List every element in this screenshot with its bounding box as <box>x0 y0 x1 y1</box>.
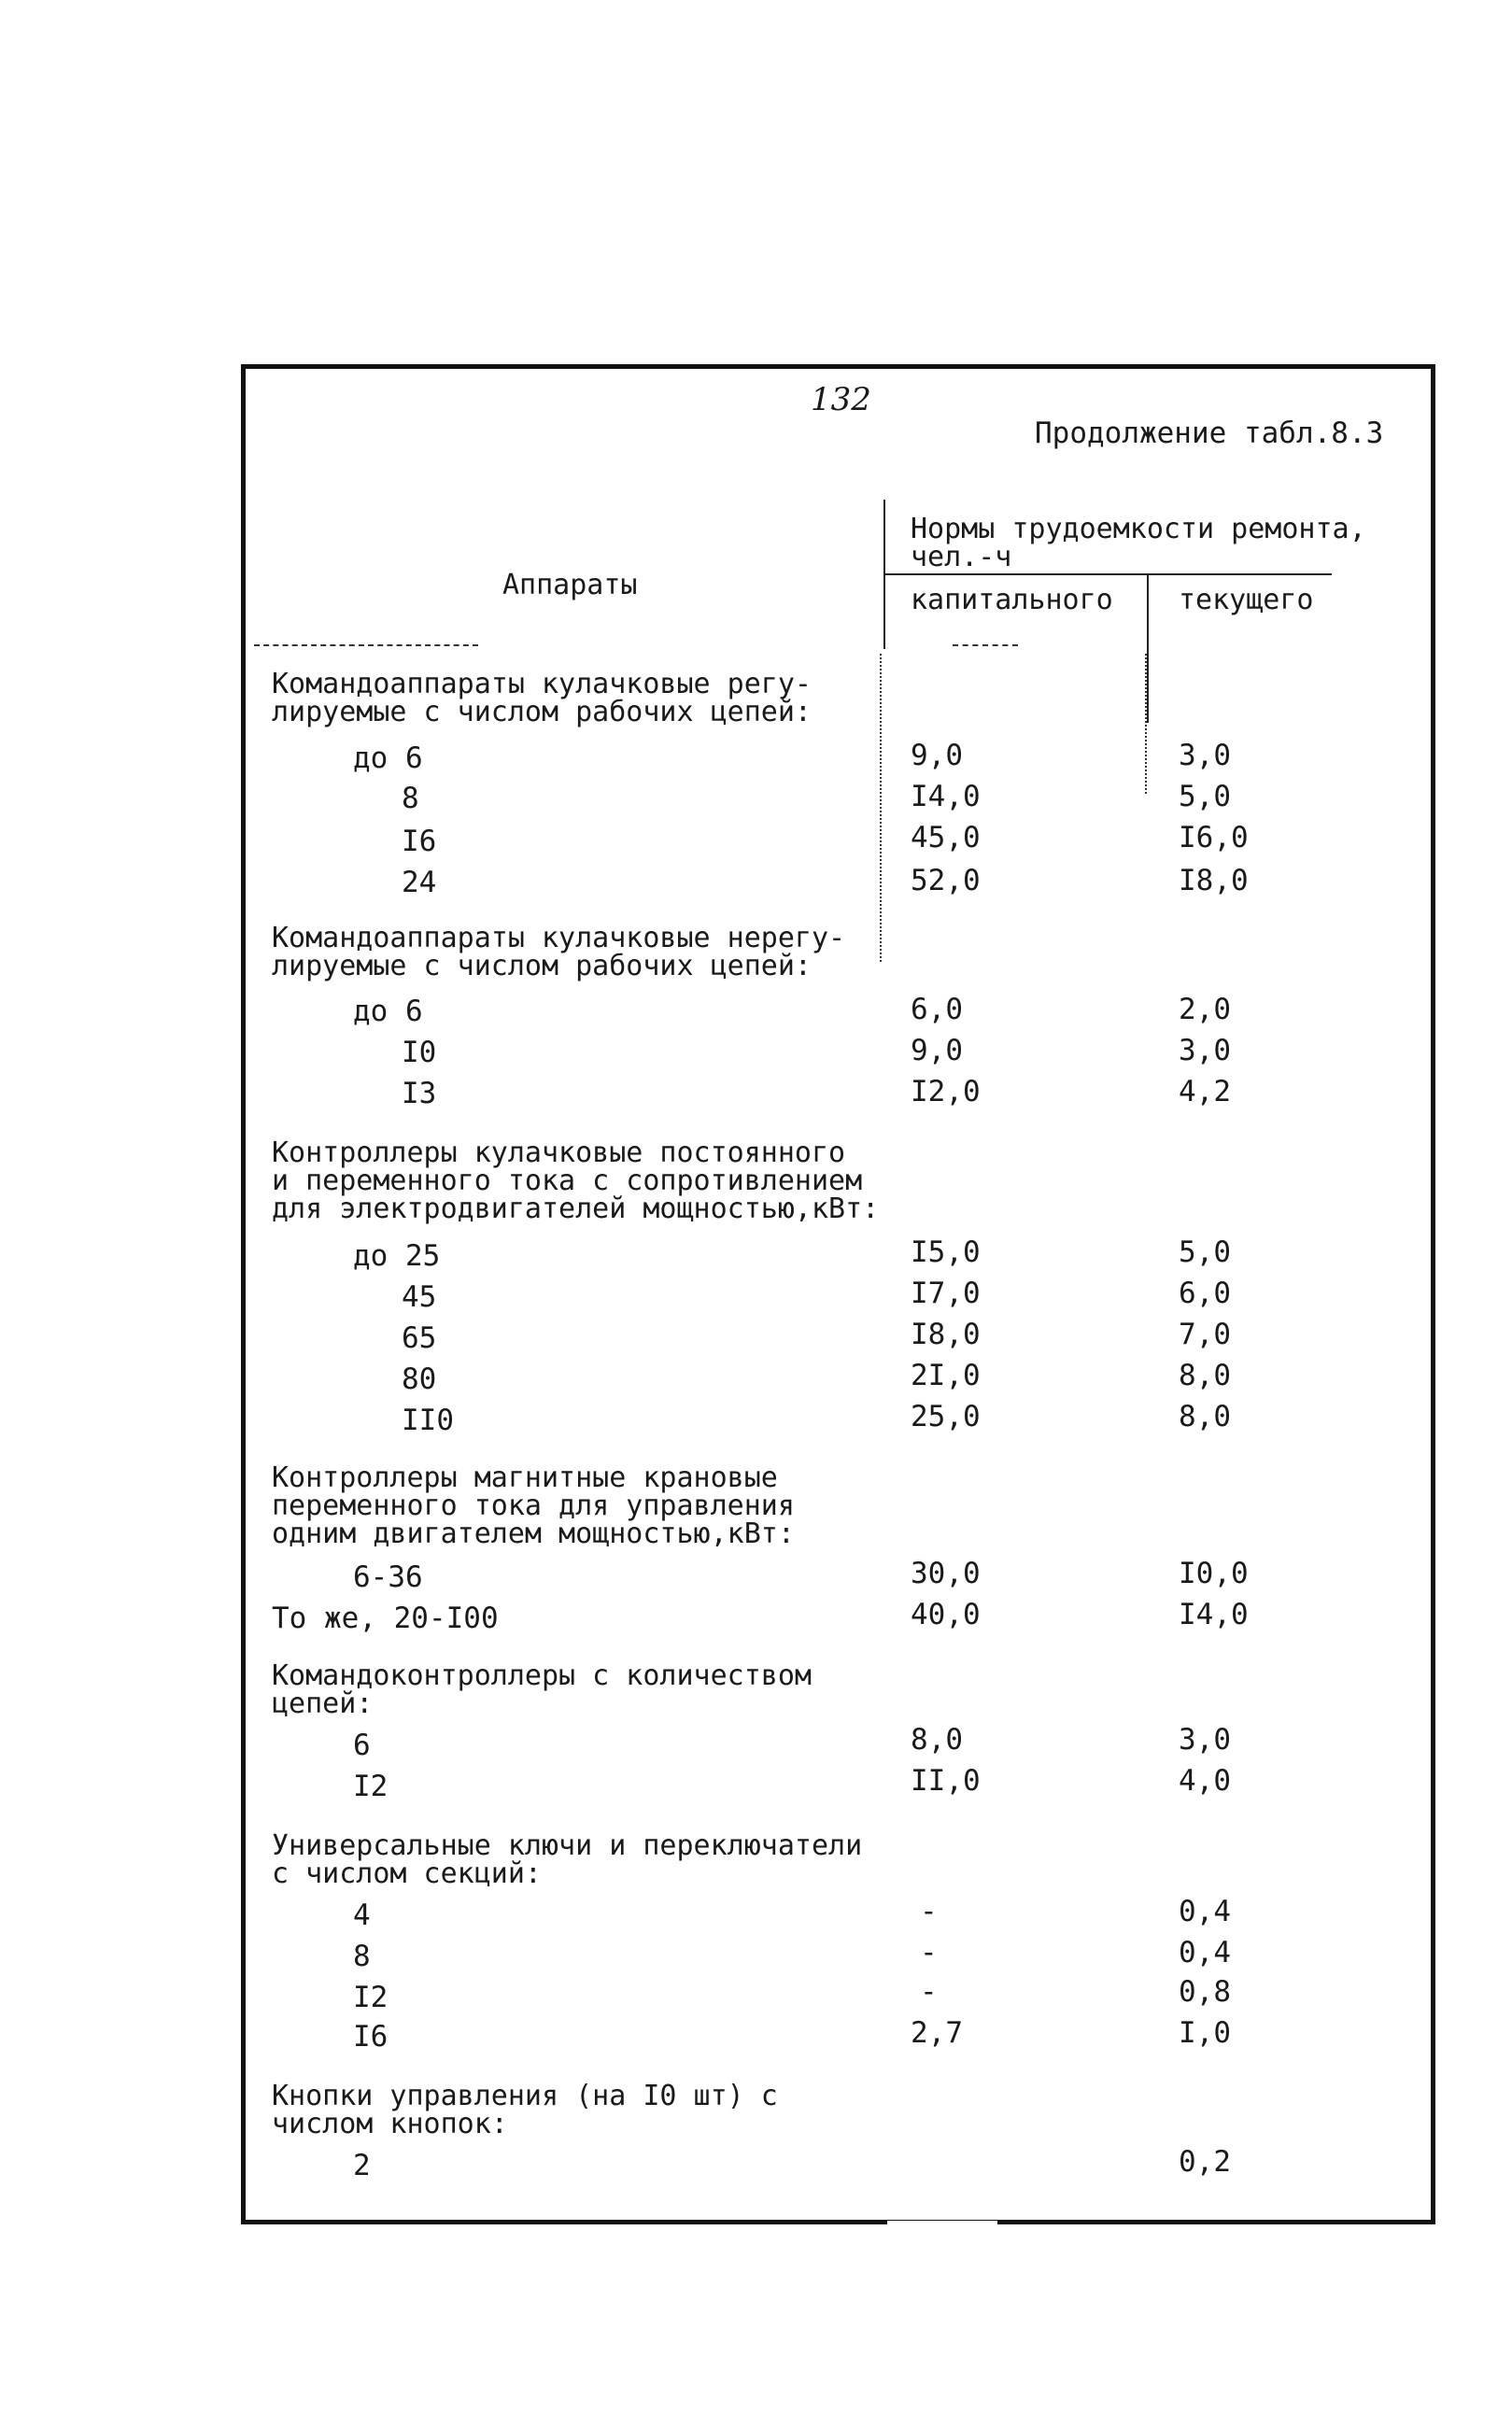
row-current: 2,0 <box>1179 993 1231 1026</box>
row-label: 24 <box>402 866 437 899</box>
header-bottom-rule-2 <box>953 644 1018 646</box>
row-current: I4,0 <box>1179 1598 1249 1631</box>
row-capital: 8,0 <box>911 1723 963 1757</box>
row-current: I,0 <box>1179 2016 1231 2050</box>
row-label: I2 <box>353 1981 389 2014</box>
row-capital: 9,0 <box>911 1034 963 1067</box>
capital-column-header: капитального <box>911 584 1113 616</box>
row-capital: 45,0 <box>911 821 981 854</box>
header-divider-sub <box>1147 573 1149 723</box>
norms-unit-header: чел.-ч <box>911 541 1012 573</box>
header-bottom-rule <box>254 644 478 646</box>
row-current: I0,0 <box>1179 1557 1249 1590</box>
row-current: 0,8 <box>1179 1975 1231 2009</box>
row-capital: I2,0 <box>911 1075 981 1108</box>
row-label: II0 <box>402 1404 454 1437</box>
group-title: Контроллеры кулачковые постоянного и переменного тока с сопротивлением для электродвигателей мощностью,кВт: <box>272 1136 880 1225</box>
row-current: 5,0 <box>1179 1235 1231 1269</box>
row-capital: - <box>920 1975 938 2009</box>
row-capital: 40,0 <box>911 1598 981 1631</box>
row-label: I2 <box>353 1770 389 1803</box>
row-capital: 30,0 <box>911 1557 981 1590</box>
row-current: 6,0 <box>1179 1277 1231 1310</box>
row-label: I6 <box>402 825 437 858</box>
row-label: I3 <box>402 1077 437 1110</box>
row-current: 0,4 <box>1179 1895 1231 1928</box>
norms-column-header: Нормы трудоемкости ремонта, <box>911 513 1366 545</box>
row-capital: 2,7 <box>911 2016 963 2050</box>
body-divider-main <box>880 654 882 962</box>
row-label: 2 <box>353 2149 371 2182</box>
row-current: 0,4 <box>1179 1936 1231 1969</box>
row-label: до 6 <box>353 995 423 1028</box>
group-title: Командоаппараты кулачковые регу- лируемые с числом рабочих цепей: <box>272 668 812 728</box>
row-current: 0,2 <box>1179 2145 1231 2179</box>
row-current: 3,0 <box>1179 739 1231 772</box>
row-current: 8,0 <box>1179 1400 1231 1433</box>
row-current: 7,0 <box>1179 1318 1231 1351</box>
row-label: 45 <box>402 1280 437 1314</box>
frame-gap <box>887 2221 997 2230</box>
apparatus-column-header: Аппараты <box>502 569 638 601</box>
row-label: I6 <box>353 2020 389 2054</box>
row-current: 3,0 <box>1179 1034 1231 1067</box>
group-title: Контроллеры магнитные крановые переменного тока для управления одним двигателем мощностью,кВт: <box>272 1461 795 1550</box>
body-divider-sub <box>1145 654 1147 794</box>
row-label: 80 <box>402 1362 437 1396</box>
row-capital: I5,0 <box>911 1235 981 1269</box>
row-capital: - <box>920 1936 938 1969</box>
group-title: Командоаппараты кулачковые нерегу- лируемые с числом рабочих цепей: <box>272 922 846 982</box>
group-title: Командоконтроллеры с количеством цепей: <box>272 1659 812 1720</box>
row-label: до 25 <box>353 1239 441 1273</box>
row-capital: - <box>920 1895 938 1928</box>
row-capital: 2I,0 <box>911 1359 981 1392</box>
row-label: 4 <box>353 1899 371 1932</box>
continuation-title: Продолжение табл.8.3 <box>1035 416 1384 450</box>
row-current: I6,0 <box>1179 821 1249 854</box>
row-capital: II,0 <box>911 1764 981 1798</box>
page-number: 132 <box>811 381 871 418</box>
row-capital: I8,0 <box>911 1318 981 1351</box>
row-label: 6 <box>353 1729 371 1762</box>
header-subrule <box>885 573 1332 575</box>
row-current: 8,0 <box>1179 1359 1231 1392</box>
row-current: 3,0 <box>1179 1723 1231 1757</box>
row-current: I8,0 <box>1179 864 1249 897</box>
row-label: 65 <box>402 1321 437 1355</box>
row-label: до 6 <box>353 741 423 775</box>
row-label: 6-36 <box>353 1560 423 1594</box>
row-capital: 25,0 <box>911 1400 981 1433</box>
row-label: То же, 20-I00 <box>272 1602 499 1635</box>
row-label: 8 <box>402 782 419 815</box>
row-current: 4,0 <box>1179 1764 1231 1798</box>
row-label: 8 <box>353 1940 371 1973</box>
row-current: 5,0 <box>1179 780 1231 813</box>
group-title: Кнопки управления (на I0 шт) с числом кнопок: <box>272 2080 778 2140</box>
row-capital: 9,0 <box>911 739 963 772</box>
row-capital: 6,0 <box>911 993 963 1026</box>
group-title: Универсальные ключи и переключатели с числом секций: <box>272 1829 863 1890</box>
row-capital: I4,0 <box>911 780 981 813</box>
current-column-header: текущего <box>1179 584 1314 616</box>
row-label: I0 <box>402 1036 437 1069</box>
row-capital: I7,0 <box>911 1277 981 1310</box>
row-capital: 52,0 <box>911 864 981 897</box>
row-current: 4,2 <box>1179 1075 1231 1108</box>
